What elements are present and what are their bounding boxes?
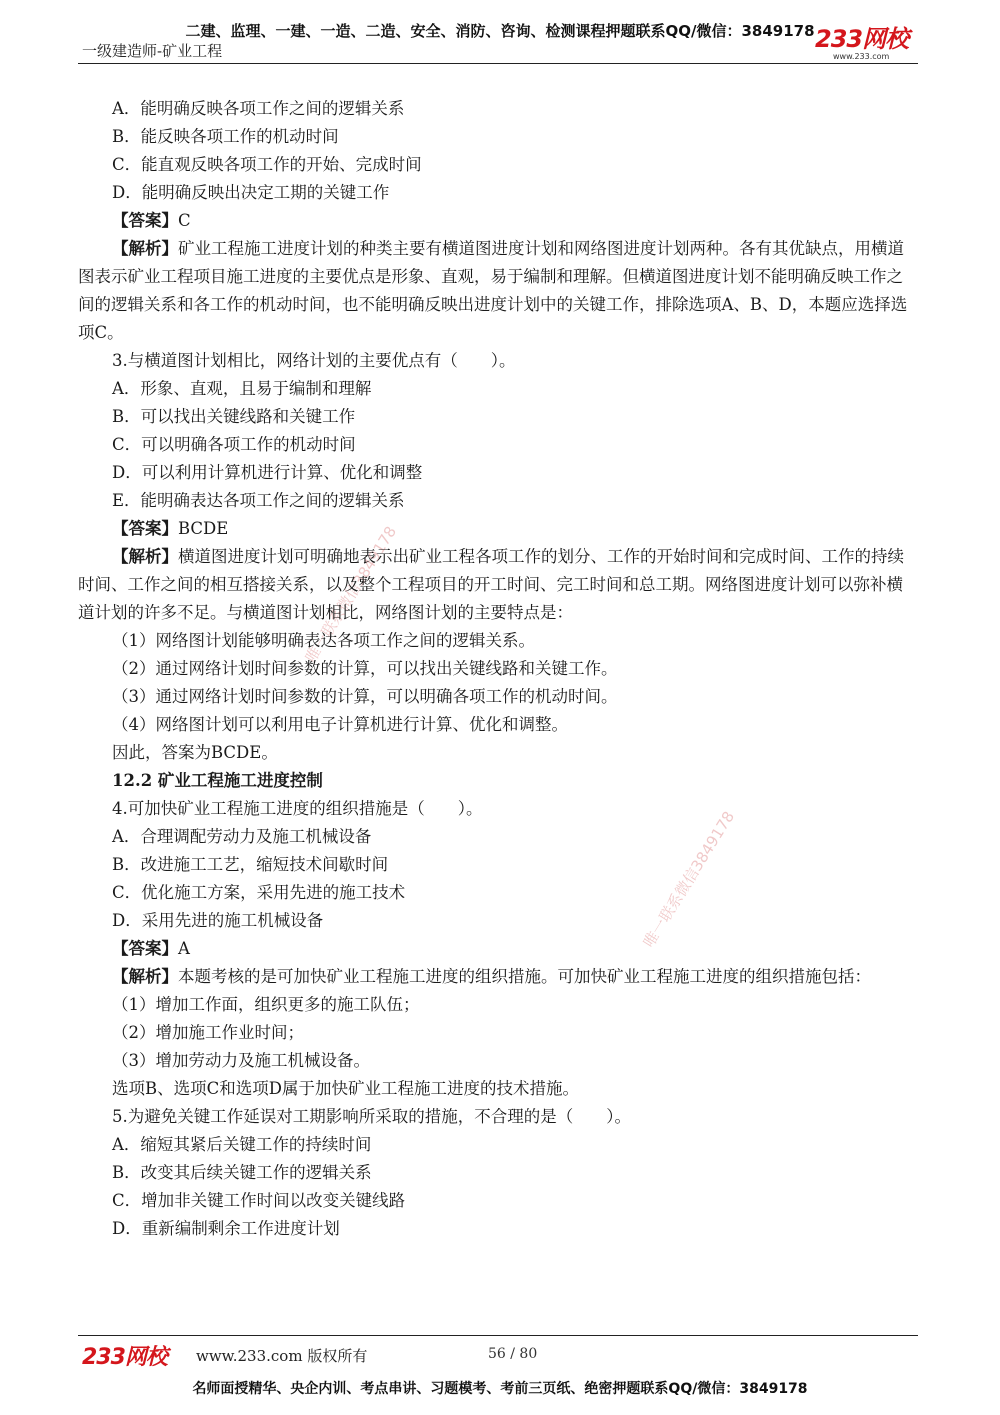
text-line: （4）网络图计划可以利用电子计算机进行计算、优化和调整。 bbox=[112, 715, 568, 734]
text-line: C．能直观反映各项工作的开始、完成时间 bbox=[112, 155, 422, 174]
text-line: （3）增加劳动力及施工机械设备。 bbox=[112, 1051, 370, 1070]
text-line: A．合理调配劳动力及施工机械设备 bbox=[112, 827, 372, 846]
text-line: （2）增加施工作业时间； bbox=[112, 1023, 304, 1042]
header-divider bbox=[78, 63, 918, 64]
answer-paragraph bbox=[78, 207, 918, 235]
text-line: （3）通过网络计划时间参数的计算，可以明确各项工作的机动时间。 bbox=[112, 687, 618, 706]
text-line: A．能明确反映各项工作之间的逻辑关系 bbox=[112, 99, 405, 118]
answer-paragraph bbox=[78, 235, 918, 347]
section-heading: 12.2 矿业工程施工进度控制 bbox=[112, 771, 323, 790]
text-line: E．能明确表达各项工作之间的逻辑关系 bbox=[112, 491, 405, 510]
answer-text: 矿业工程施工进度计划的种类主要有横道图进度计划和网络图进度计划两种。各有其优缺点，用横道图表示矿业工程项目施工进度的主要优点是形象、直观，易于编制和理解。但横道图进度计划不能明确反映工作之间的逻辑关系和各工作的机动时间，也不能明确反映出进度计划中的关键工作，排除选项A、B、D，本题应选择选项C。 bbox=[78, 239, 908, 342]
footer-copyright: www.233.com 版权所有 bbox=[196, 1347, 368, 1365]
text-line: B．改进施工工艺，缩短技术间歇时间 bbox=[112, 855, 389, 874]
brand-logo bbox=[815, 26, 925, 64]
text-line: D．可以利用计算机进行计算、优化和调整 bbox=[112, 463, 423, 482]
answer-paragraph bbox=[78, 935, 918, 963]
header-contact-line: 二建、监理、一建、一造、二造、安全、消防、咨询、检测课程押题联系QQ/微信：3849178 bbox=[185, 22, 815, 40]
text-line: 3.与横道图计划相比，网络计划的主要优点有（ ）。 bbox=[112, 351, 516, 370]
answer-label: 【解析】 bbox=[112, 547, 178, 566]
text-line: （1）增加工作面，组织更多的施工队伍； bbox=[112, 995, 420, 1014]
answer-text: BCDE bbox=[178, 519, 229, 538]
watermark: 唯一联系微信3849178 bbox=[639, 808, 739, 951]
footer-divider bbox=[78, 1335, 918, 1336]
answer-label: 【解析】 bbox=[112, 239, 178, 258]
brand-logo-url: www.233.com bbox=[833, 52, 890, 61]
text-line: B．可以找出关键线路和关键工作 bbox=[112, 407, 356, 426]
text-line: （2）通过网络计划时间参数的计算，可以找出关键线路和关键工作。 bbox=[112, 659, 618, 678]
answer-paragraph bbox=[78, 543, 918, 627]
footer-contact-line: 名师面授精华、央企内训、考点串讲、习题模考、考前三页纸、绝密押题联系QQ/微信：3849178 bbox=[192, 1381, 808, 1397]
answer-text: C bbox=[178, 211, 191, 230]
answer-paragraph bbox=[78, 515, 918, 543]
answer-label: 【答案】 bbox=[112, 211, 178, 230]
answer-label: 【答案】 bbox=[112, 519, 178, 538]
text-line: B．能反映各项工作的机动时间 bbox=[112, 127, 339, 146]
text-line: D．能明确反映出决定工期的关键工作 bbox=[112, 183, 390, 202]
text-line: 因此，答案为BCDE。 bbox=[112, 743, 278, 762]
text-line: 选项B、选项C和选项D属于加快矿业工程施工进度的技术措施。 bbox=[112, 1079, 579, 1098]
watermark: 唯一联系微信3849178 bbox=[301, 523, 401, 666]
text-line: A．缩短其紧后关键工作的持续时间 bbox=[112, 1135, 372, 1154]
answer-text: A bbox=[178, 939, 190, 958]
text-line: C．可以明确各项工作的机动时间 bbox=[112, 435, 356, 454]
text-line: C．增加非关键工作时间以改变关键线路 bbox=[112, 1191, 406, 1210]
answer-text: 横道图进度计划可明确地表示出矿业工程各项工作的划分、工作的开始时间和完成时间、工作的持续时间、工作之间的相互搭接关系，以及整个工程项目的开工时间、完工时间和总工期。网络图进度计划可以弥补横道计划的许多不足。与横道图计划相比，网络图计划的主要特点是： bbox=[78, 547, 904, 622]
text-line: （1）网络图计划能够明确表达各项工作之间的逻辑关系。 bbox=[112, 631, 535, 650]
answer-label: 【解析】 bbox=[112, 967, 178, 986]
brand-logo-text: 233网校 bbox=[815, 25, 909, 53]
text-line: B．改变其后续关键工作的逻辑关系 bbox=[112, 1163, 372, 1182]
text-line: A．形象、直观，且易于编制和理解 bbox=[112, 379, 372, 398]
text-line: D．采用先进的施工机械设备 bbox=[112, 911, 324, 930]
answer-text: 本题考核的是可加快矿业工程施工进度的组织措施。可加快矿业工程施工进度的组织措施包括： bbox=[178, 967, 871, 986]
header-subtitle: 一级建造师-矿业工程 bbox=[82, 42, 223, 60]
text-line: D．重新编制剩余工作进度计划 bbox=[112, 1219, 340, 1238]
answer-paragraph bbox=[78, 963, 918, 991]
text-line: C．优化施工方案，采用先进的施工技术 bbox=[112, 883, 406, 902]
text-line: 4.可加快矿业工程施工进度的组织措施是（ ）。 bbox=[112, 799, 483, 818]
footer-logo: 233网校 bbox=[82, 1345, 167, 1370]
page-number: 56 / 80 bbox=[488, 1346, 538, 1362]
document-body bbox=[78, 95, 918, 1243]
text-line: 5.为避免关键工作延误对工期影响所采取的措施，不合理的是（ ）。 bbox=[112, 1107, 631, 1126]
answer-label: 【答案】 bbox=[112, 939, 178, 958]
